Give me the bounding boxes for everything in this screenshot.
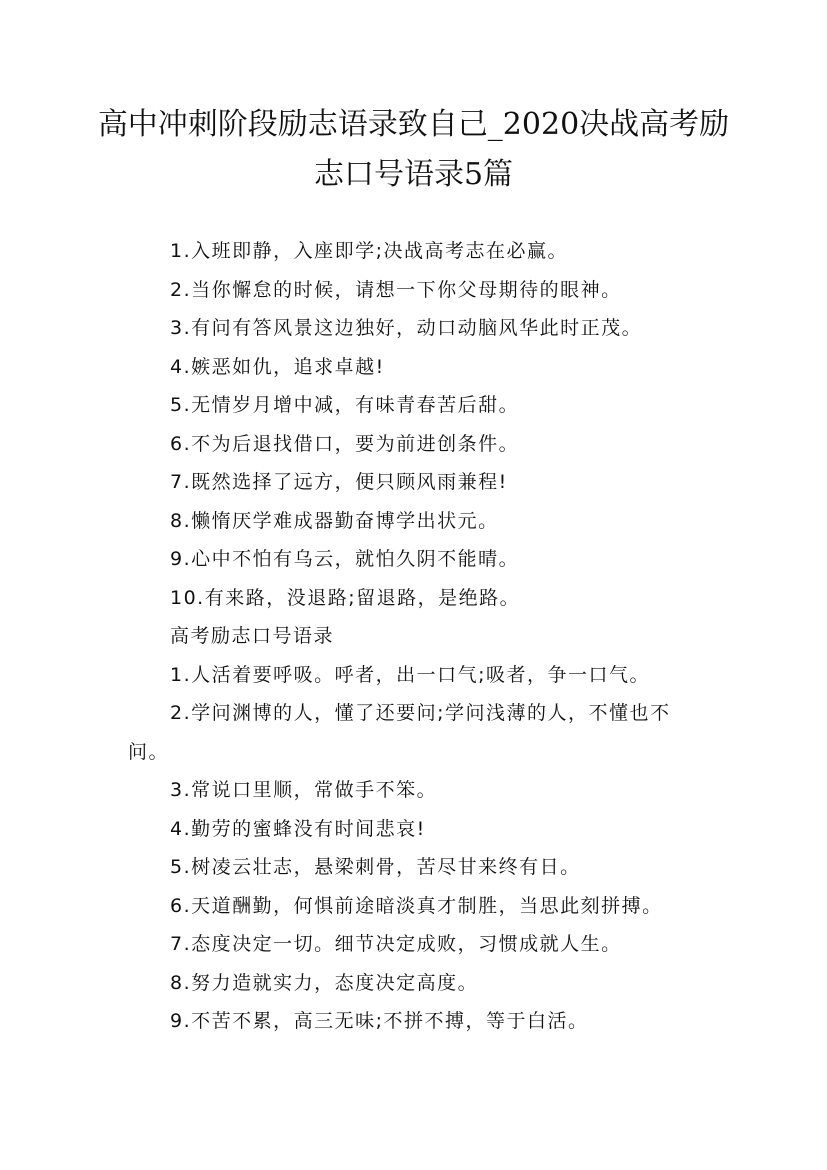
paragraph: 5.树凌云壮志，悬梁刺骨，苦尽甘来终有日。 bbox=[170, 856, 581, 878]
paragraph: 3.常说口里顺，常做手不笨。 bbox=[170, 779, 438, 801]
paragraph: 7.态度决定一切。细节决定成败，习惯成就人生。 bbox=[170, 933, 622, 955]
document-title: 高中冲刺阶段励志语录致自己_2020决战高考励志口号语录5篇 bbox=[97, 107, 730, 192]
paragraph: 7.既然选择了远方，便只顾风雨兼程! bbox=[170, 471, 508, 493]
paragraph: 4.嫉恶如仇，追求卓越! bbox=[170, 355, 385, 378]
paragraph: 5.无情岁月增中减，有味青春苦后甜。 bbox=[170, 394, 520, 416]
paragraph: 9.心中不怕有乌云，就怕久阴不能晴。 bbox=[170, 548, 520, 570]
document-body bbox=[128, 232, 708, 1041]
paragraph: 2.当你懈怠的时候，请想一下你父母期待的眼神。 bbox=[170, 278, 622, 301]
section-heading: 高考励志口号语录 bbox=[170, 625, 335, 647]
paragraph: 6.不为后退找借口，要为前进创条件。 bbox=[170, 432, 520, 455]
paragraph: 6.天道酬勤，何惧前途暗淡真才制胜，当思此刻拼搏。 bbox=[170, 894, 663, 917]
paragraph: 8.懒惰厌学难成器勤奋博学出状元。 bbox=[170, 509, 499, 532]
paragraph: 4.勤劳的蜜蜂没有时间悲哀! bbox=[170, 817, 426, 840]
paragraph: 2.学问渊博的人，懂了还要问;学问浅薄的人，不懂也不问。 bbox=[128, 702, 671, 763]
paragraph: 9.不苦不累，高三无味;不拼不搏，等于白活。 bbox=[170, 1010, 589, 1032]
paragraph: 3.有问有答风景这边独好，动口动脑风华此时正茂。 bbox=[170, 317, 643, 339]
paragraph: 1.入班即静，入座即学;决战高考志在必赢。 bbox=[170, 240, 569, 262]
paragraph: 1.人活着要呼吸。呼者，出一口气;吸者，争一口气。 bbox=[170, 663, 651, 686]
paragraph: 10.有来路，没退路;留退路，是绝路。 bbox=[170, 586, 521, 609]
paragraph: 8.努力造就实力，态度决定高度。 bbox=[170, 971, 479, 994]
